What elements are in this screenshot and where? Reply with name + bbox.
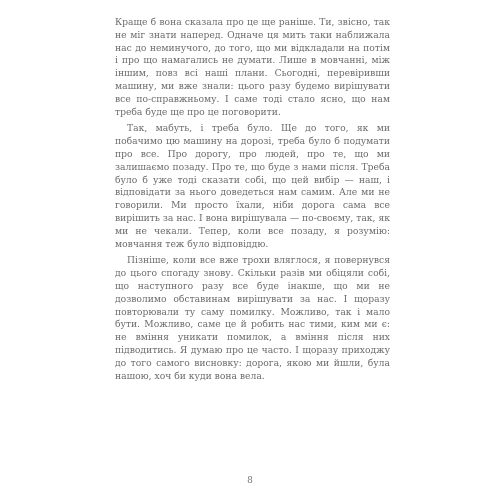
paragraph-1: Краще б вона сказала про це ще раніше. Ти, звісно, так не міг знати наперед. Одначе ця мить таки наближала нас до неминучого, до того, що ми відкладали на потім і про що намагались не думати. Лише в мовчанні, між іншим, повз всі наші плани. Сьогодні, перевіривши машину, ми вже знали: цього разу будемо вирішувати все по-справжньому. І саме тоді стало ясно, що нам треба буде ще про це поговорити. <box>115 17 390 118</box>
body-text <box>115 17 390 387</box>
page-number: 8 <box>247 476 253 486</box>
paragraph-3: Пізніше, коли все вже трохи вляглося, я повернувся до цього спогаду знову. Скільки разів ми обіцяли собі, що наступного разу все буде інакше, що ми не дозволимо обставинам вирішувати за нас. І щоразу повторювали ту саму помилку. Можливо, так і мало бути. Можливо, саме це й робить нас тими, ким ми є: не вміння уникати помилок, а вміння після них підводитись. Я думаю про це часто. І щоразу приходжу до того самого висновку: дорога, якою ми йшли, була нашою, хоч би куди вона вела. <box>115 255 390 382</box>
paragraph-2: Так, мабуть, і треба було. Ще до того, як ми побачимо цю машину на дорозі, треба було б подумати про все. Про дорогу, про людей, про те, що ми залишаємо позаду. Про те, що буде з нами після. Треба було б уже тоді сказати собі, що цей вибір — наш, і відповідати за нього доведеться нам самим. Але ми не говорили. Ми просто їхали, ніби дорога сама все вирішить за нас. І вона вирішувала — по-своєму, так, як ми не чекали. Тепер, коли все позаду, я розумію: мовчання теж було відповіддю. <box>115 123 390 250</box>
running-head <box>0 0 500 8</box>
